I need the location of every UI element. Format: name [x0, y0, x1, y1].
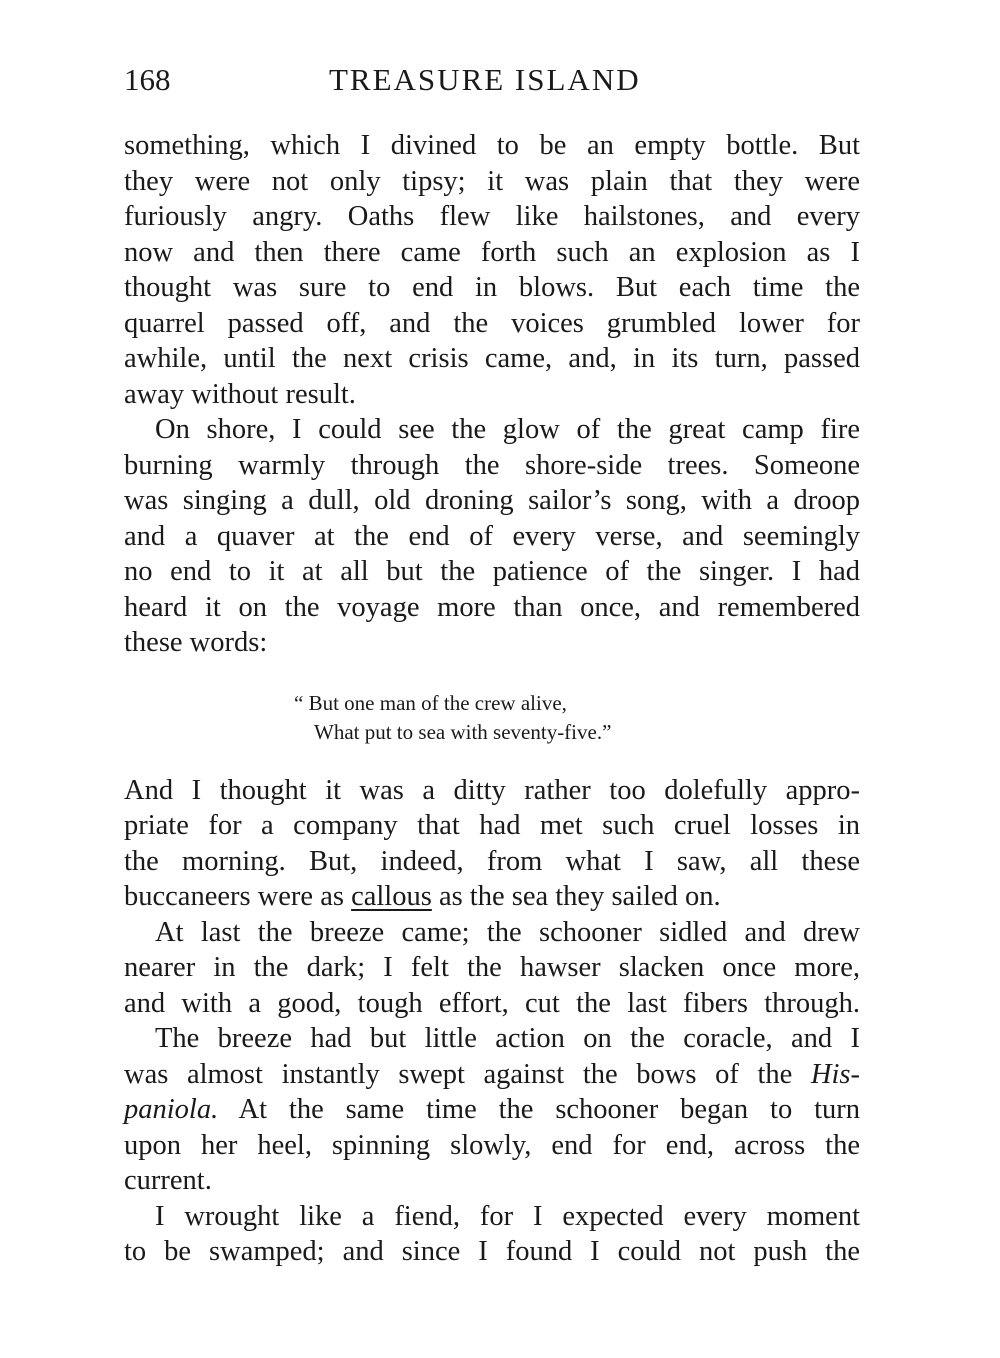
text-line: the morning. But, indeed, from what I saw, all these	[124, 845, 860, 877]
ship-name-italic: paniola.	[124, 1094, 219, 1125]
paragraph-4	[124, 915, 860, 1022]
text-line: burning warmly through the shore-side trees. Someone	[124, 449, 860, 481]
text-line: now and then there came forth such an explosion as I	[124, 236, 860, 268]
text-line: heard it on the voyage more than once, and remembered	[124, 591, 860, 623]
paragraph-5	[124, 1021, 860, 1199]
verse-line: What put to sea with seventy-five.”	[314, 719, 612, 744]
underlined-word: callous	[351, 881, 432, 912]
text-line: away without result.	[124, 378, 356, 410]
text-line: The breeze had but little action on the coracle, and I	[155, 1023, 860, 1054]
text-fragment: as the sea they sailed on.	[431, 881, 721, 912]
paragraph-2	[124, 412, 860, 661]
ship-name-italic: His-	[810, 1058, 860, 1090]
text-line	[124, 1092, 860, 1128]
running-title: TREASURE ISLAND	[329, 62, 641, 97]
text-line: awhile, until the next crisis came, and, in its turn, passed	[124, 343, 860, 374]
page-header	[124, 62, 860, 110]
text-line: upon her heel, spinning slowly, end for end, across the	[124, 1129, 860, 1161]
body-text	[124, 128, 860, 1270]
text-line: furiously angry. Oaths flew like hailstones, and every	[124, 201, 860, 232]
text-line: and a quaver at the end of every verse, and seemingly	[124, 520, 860, 552]
text-line: no end to it at all but the patience of the singer. I had	[124, 556, 860, 587]
text-line: priate for a company that had met such cruel losses in	[124, 810, 860, 841]
text-line: And I thought it was a ditty rather too dolefully appro-	[124, 774, 860, 806]
text-fragment: At the same time the schooner began to turn	[218, 1094, 860, 1125]
text-line	[124, 879, 860, 915]
paragraph-3	[124, 773, 860, 915]
text-line: On shore, I could see the glow of the great camp fire	[155, 414, 860, 445]
text-line: I wrought like a fiend, for I expected every moment	[155, 1200, 860, 1232]
text-line: At last the breeze came; the schooner sidled and drew	[155, 916, 860, 948]
text-line: nearer in the dark; I felt the hawser slacken once more,	[124, 952, 860, 983]
text-fragment: was almost instantly swept against the bows of the	[124, 1058, 811, 1090]
paragraph-1	[124, 128, 860, 412]
text-line: quarrel passed off, and the voices grumbled lower for	[124, 307, 860, 339]
text-line: they were not only tipsy; it was plain that they were	[124, 165, 860, 197]
song-verse	[294, 689, 860, 747]
text-line: thought was sure to end in blows. But each time the	[124, 272, 860, 303]
text-line	[124, 1057, 860, 1093]
text-line: to be swamped; and since I found I could not push the	[124, 1236, 860, 1267]
paragraph-6	[124, 1199, 860, 1270]
text-line: something, which I divined to be an empty bottle. But	[124, 130, 860, 161]
text-line: these words:	[124, 627, 268, 658]
text-fragment: buccaneers were as	[124, 881, 352, 912]
verse-line: “ But one man of the crew alive,	[294, 690, 567, 715]
page-number: 168	[124, 62, 171, 97]
text-line: was singing a dull, old droning sailor’s song, with a droop	[124, 485, 860, 516]
text-line: current.	[124, 1165, 212, 1196]
text-line: and with a good, tough effort, cut the last fibers through.	[124, 987, 860, 1019]
